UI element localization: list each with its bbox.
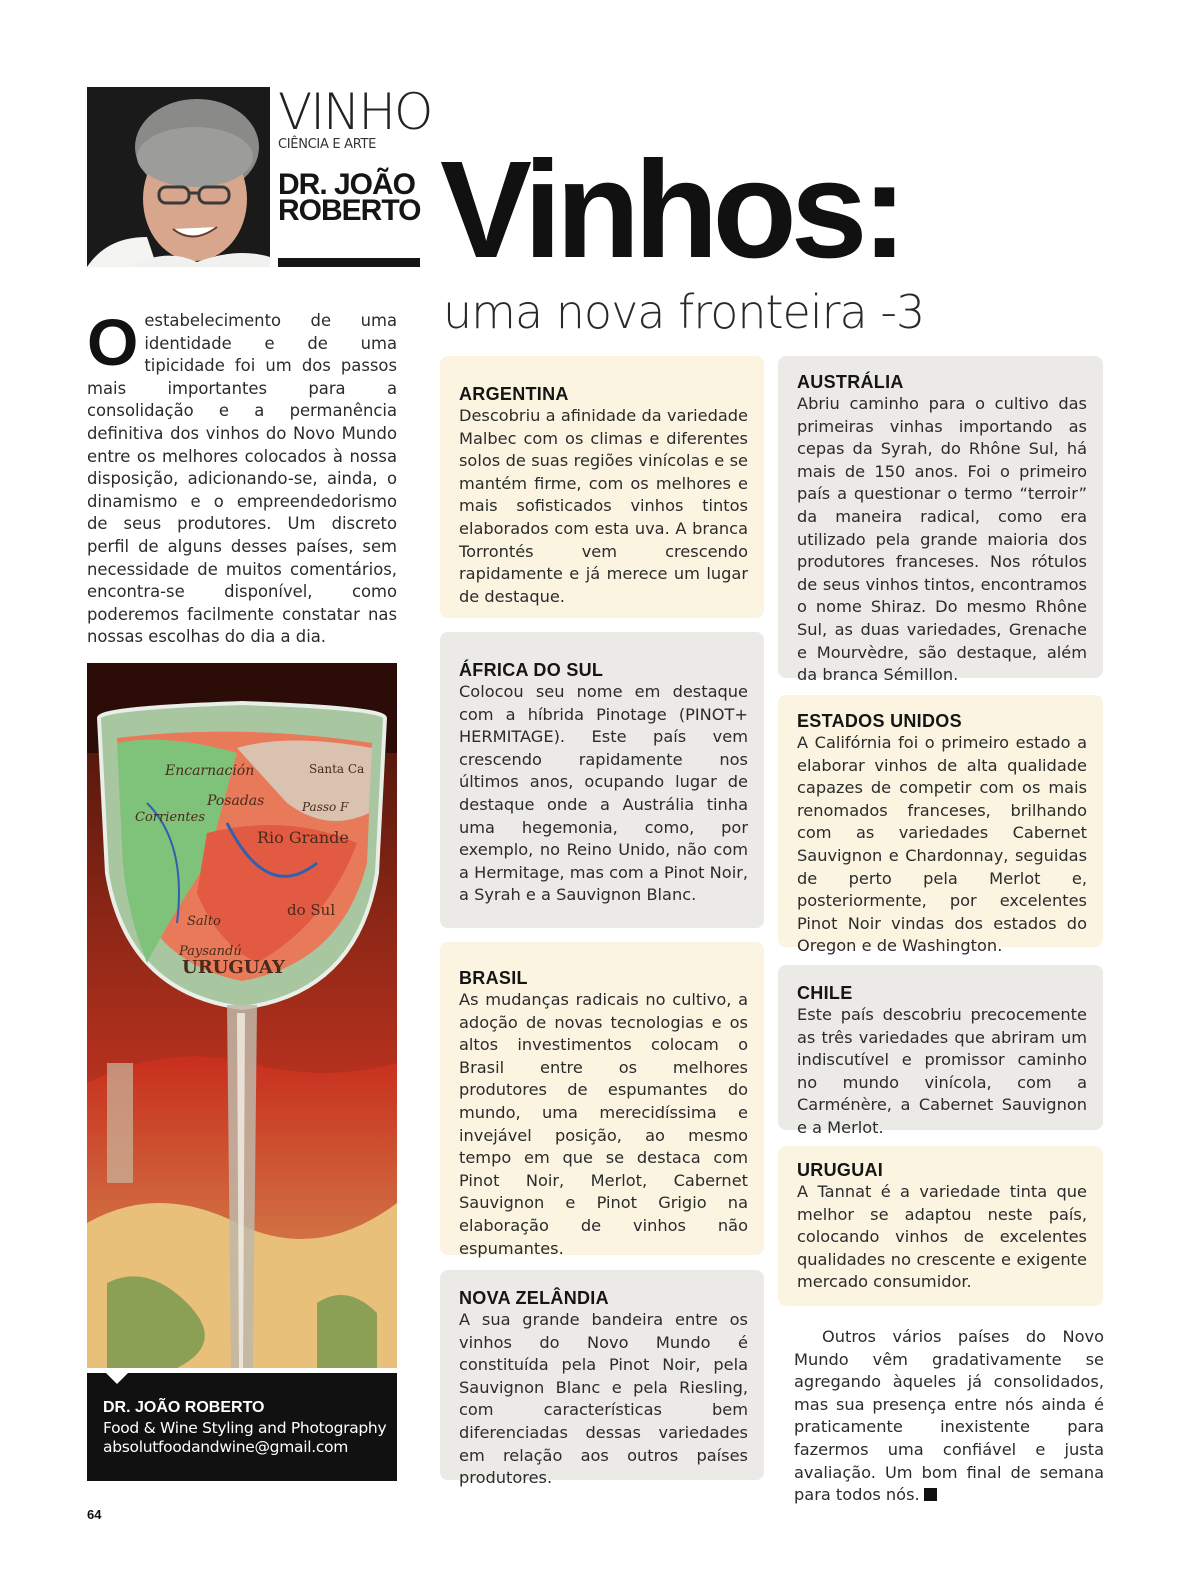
country-text: Colocou seu nome em destaque com a híbrida Pinotage (PINOT+ HERMITAGE). Este país vem crescendo rapidamente nos últimos anos, ocupando lugar de destaque onde a Austrália tinha uma hegemonia, como, por exemplo, no Reino Unido, não com a Hermitage, mas com a Pinot Noir, a Syrah e a Sauvignon Blanc.: [459, 682, 748, 905]
country-text: A Tannat é a variedade tinta que melhor se adaptou neste país, colocando vinhos de excelentes qualidades no crescente e exigente mercado consumidor.: [797, 1182, 1087, 1292]
map-label-6: Salto: [187, 914, 221, 929]
credit-notch: [105, 1372, 129, 1384]
closing-text: Outros vários países do Novo Mundo vêm gradativamente se agregando àqueles já consolidados, mas sua presença entre nós ainda é praticamente inexistente para fazermos uma confiável e justa avaliação. Um bom final de semana para todos nós.: [794, 1327, 1104, 1505]
drop-cap: O: [87, 305, 139, 379]
country-name: ARGENTINA: [459, 384, 569, 404]
map-label-4: Rio Grande: [257, 828, 349, 847]
article-headline: Vinhos:: [440, 133, 902, 287]
article-closing: [794, 1326, 1104, 1507]
country-name: AUSTRÁLIA: [797, 372, 904, 392]
author-first-line: DR. JOÃO: [278, 168, 416, 201]
map-label-10: Passo F: [302, 800, 349, 814]
map-label-3: Corrientes: [135, 810, 206, 825]
country-box-estados-unidos: [778, 695, 1103, 956]
end-mark-icon: [924, 1488, 937, 1501]
country-box-uruguai: [778, 1146, 1103, 1306]
country-name: ÁFRICA DO SUL: [459, 660, 604, 680]
country-name: NOVA ZELÂNDIA: [459, 1288, 609, 1308]
column-subtitle: CIÊNCIA E ARTE: [278, 137, 377, 152]
country-name: CHILE: [797, 983, 853, 1003]
page-number: 64: [87, 1507, 102, 1522]
photo-credit: [87, 1373, 397, 1481]
country-box-africa-do-sul: [440, 632, 764, 928]
map-label-5: do Sul: [287, 901, 336, 919]
country-name: BRASIL: [459, 968, 528, 988]
credit-name: DR. JOÃO ROBERTO: [103, 1399, 265, 1416]
country-box-brasil: [440, 942, 764, 1258]
column-kicker: [278, 83, 432, 227]
intro-text: estabelecimento de uma identidade e de uma tipicidade foi um dos passos mais importantes para a consolidação e a permanência definitiva dos vinhos do Novo Mundo entre os melhores colocados à nossa disposição, adicionando-se, ainda, o dinamismo e o empreendedorismo de seus produtores. Um discreto perfil de alguns desses países, sem necessidade de muitos comentários, encontra-se disponível, como poderemos facilmente constatar nas nossas escolhas do dia a dia.: [87, 311, 397, 647]
country-text: Abriu caminho para o cultivo das primeiras vinhas importando as cepas da Syrah, do Rhône Sul, há mais de 150 anos. Foi o primeiro país a questionar o termo “terroir” da maneira radical, como era utilizado pela grande maioria dos produtores franceses. Nos rótulos de seus vinhos tintos, encontramos o nome Shiraz. Do mesmo Rhône Sul, as duas variedades, Grenache e Mourvèdre, são destaque, além da branca Sémillon.: [797, 394, 1087, 685]
map-label-2: Posadas: [207, 793, 265, 809]
map-label-7: URUGUAY: [182, 957, 285, 978]
country-text: Este país descobriu precocemente as três variedades que abriram um indiscutível e promissor caminho no mundo vinícola, com a Carménère, a Cabernet Sauvignon e a Merlot.: [797, 1005, 1087, 1137]
column-author: [278, 168, 423, 227]
country-box-australia: [778, 356, 1103, 685]
map-label-9: Santa Ca: [309, 762, 365, 776]
country-text: Descobriu a afinidade da variedade Malbec com os climas e diferentes solos de suas regiões vinícolas e se mantém firme, com os melhores e mais sofisticados vinhos tintos elaborados com esta uva. A branca Torrontés vem crescendo rapidamente e já merece um lugar de destaque.: [459, 406, 748, 606]
credit-role: Food & Wine Styling and Photography: [103, 1419, 387, 1437]
country-name: URUGUAI: [797, 1160, 884, 1180]
author-second-line: ROBERTO: [278, 194, 421, 227]
wine-glass-photo: [87, 663, 397, 1368]
country-text: A Califórnia foi o primeiro estado a elaborar vinhos de alta qualidade capazes de competir com os mais renomados franceses, brilhando com as variedades Cabernet Sauvignon e Chardonnay, seguidas de perto pela Merlot e, posteriormente, por excelentes Pinot Noir vindas dos estados do Oregon e de Washington.: [797, 733, 1087, 956]
wine-glass-illustration: [87, 663, 397, 1368]
country-name: ESTADOS UNIDOS: [797, 711, 962, 731]
country-text: As mudanças radicais no cultivo, a adoção de novas tecnologias e os altos investimentos colocam o Brasil entre os melhores produtores de espumantes do mundo, uma merecidíssima e invejável posição, ao mesmo tempo em que se destaca com Pinot Noir, Merlot, Cabernet Sauvignon e Pinot Grigio na elaboração de vinhos não espumantes.: [459, 990, 748, 1258]
country-text: A sua grande bandeira entre os vinhos do Novo Mundo é constituída pela Pinot Noir, pela Sauvignon Blanc e pela Riesling, com características bem diferenciadas dessas variedades em relação aos outros países produtores.: [459, 1310, 748, 1488]
column-title: VINHO: [278, 83, 432, 141]
country-box-nova-zelandia: [440, 1270, 764, 1488]
author-portrait-illustration: [87, 87, 270, 267]
author-portrait: [87, 87, 270, 267]
kicker-divider: [278, 258, 420, 267]
map-label-8: Paysandú: [179, 944, 242, 959]
article-intro: [87, 305, 397, 649]
country-box-chile: [778, 965, 1103, 1137]
article-subheadline: uma nova fronteira -3: [443, 285, 925, 339]
credit-email[interactable]: absolutfoodandwine@gmail.com: [103, 1438, 349, 1456]
map-label-1: Encarnación: [165, 763, 255, 779]
country-box-argentina: [440, 356, 764, 618]
